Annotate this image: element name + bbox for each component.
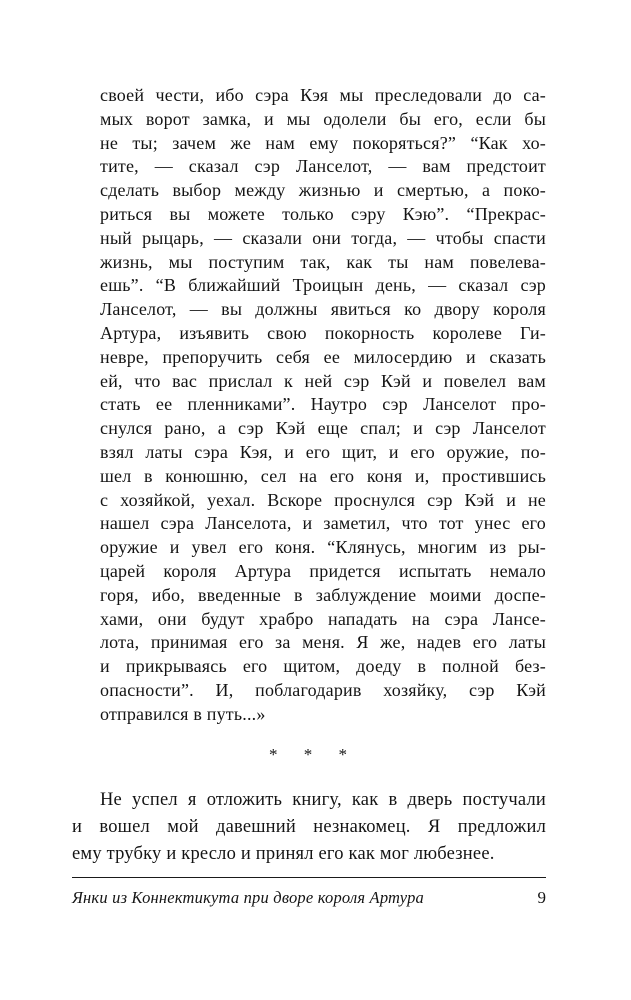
text-line: невре, препоручить себя ее милосердию и сказать (100, 346, 546, 367)
text-line: не ты; зачем же нам ему покоряться?” “Как хо- (100, 132, 546, 153)
text-line: Не успел я отложить книгу, как в дверь постучали (100, 790, 546, 810)
text-line: ей, что вас прислал к ней сэр Кэй и повелел вам (100, 370, 546, 391)
text-line: риться вы можете только сэру Кэю”. “Прекрас- (100, 203, 546, 224)
text-line: сделать выбор между жизнью и смертью, а поко- (100, 180, 546, 201)
text-line: стать ее пленниками”. Наутро сэр Ланселот про- (100, 394, 546, 415)
text-line: ешь”. “В ближайший Троицын день, — сказал сэр (100, 275, 546, 296)
text-line: и вошел мой давешний незнакомец. Я предложил (72, 817, 546, 837)
text-line: отправился в путь...» (100, 703, 266, 724)
page-number: 9 (537, 888, 546, 907)
footer-rule (72, 877, 546, 878)
text-line: ный рыцарь, — сказали они тогда, — чтобы спасти (100, 227, 546, 248)
text-line: своей чести, ибо сэра Кэя мы преследовали до са- (100, 85, 546, 105)
text-line: и прикрываясь его щитом, доеду в полной без- (100, 656, 546, 677)
text-line: жизнь, мы поступим так, как ты нам повелева- (100, 251, 546, 272)
text-line: Ланселот, — вы должны явиться ко двору короля (100, 299, 546, 320)
text-line: лота, принимая его за меня. Я же, надев его латы (100, 632, 546, 653)
text-line: нашел сэра Ланселота, и заметил, что тот унес его (100, 513, 546, 534)
text-line: опасности”. И, поблагодарив хозяйку, сэр Кэй (100, 679, 546, 700)
text-line: хами, они будут храбро нападать на сэра Лансе- (100, 608, 546, 629)
text-line: оружие и увел его коня. “Клянусь, многим из ры- (100, 537, 546, 558)
text-line: снулся рано, а сэр Кэй еще спал; и сэр Ланселот (100, 418, 546, 439)
text-line: с хозяйкой, уехал. Вскоре проснулся сэр Кэй и не (100, 489, 546, 510)
text-line: шел в конюшню, сел на его коня и, простившись (100, 465, 546, 486)
footer (72, 888, 546, 908)
text-line: ему трубку и кресло и принял его как мог любезнее. (72, 844, 495, 864)
text-line: царей короля Артура придется испытать немало (100, 560, 546, 581)
text-line: Артура, изъявить свою покорность королеве Ги- (100, 322, 546, 343)
quote-block (100, 84, 546, 727)
text-line: тите, — сказал сэр Ланселот, — вам предстоит (100, 156, 546, 177)
text-line: мых ворот замка, и мы одолели бы его, если бы (100, 108, 546, 129)
text-line: взял латы сэра Кэя, и его щит, и его оружие, по- (100, 441, 546, 462)
section-separator: * * * (269, 745, 349, 764)
running-title: Янки из Коннектикута при дворе короля Артура (72, 888, 424, 907)
text-line: горя, ибо, введенные в заблуждение моими доспе- (100, 584, 546, 605)
paragraph (72, 787, 546, 868)
